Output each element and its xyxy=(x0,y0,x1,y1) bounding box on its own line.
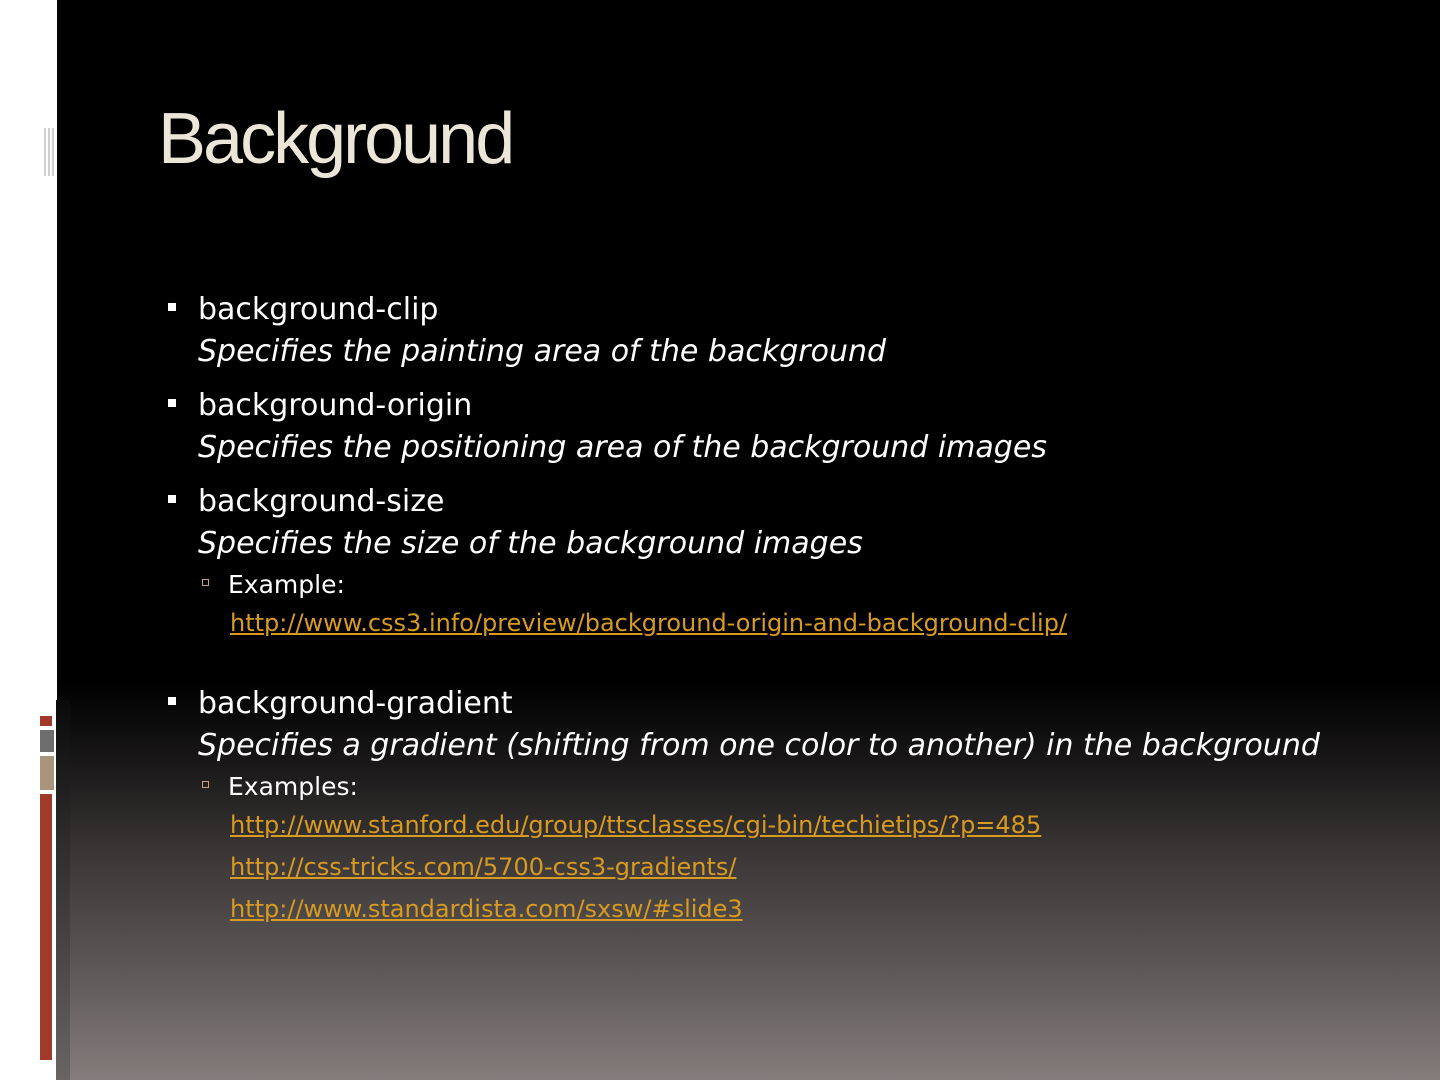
list-item-background-origin xyxy=(162,386,1402,470)
property-description: Specifies the positioning area of the background images xyxy=(198,430,1047,465)
examples-block xyxy=(162,770,1402,930)
example-link[interactable]: http://css-tricks.com/5700-css3-gradients/ xyxy=(230,853,737,881)
square-bullet-icon xyxy=(168,303,176,311)
hollow-square-bullet-icon xyxy=(202,579,209,586)
property-name: background-origin xyxy=(198,388,473,423)
property-name: background-gradient xyxy=(198,686,513,721)
property-description: Specifies the painting area of the background xyxy=(198,334,887,369)
property-description: Specifies a gradient (shifting from one color to another) in the background xyxy=(198,728,1320,763)
example-link[interactable]: http://www.standardista.com/sxsw/#slide3 xyxy=(230,895,743,923)
list-item-background-gradient xyxy=(162,684,1402,930)
property-name: background-size xyxy=(198,484,445,519)
property-description: Specifies the size of the background images xyxy=(198,526,863,561)
square-bullet-icon xyxy=(168,495,176,503)
example-link[interactable]: http://www.css3.info/preview/background-origin-and-background-clip/ xyxy=(230,609,1068,637)
bullet-list xyxy=(162,290,1402,942)
square-bullet-icon xyxy=(168,697,176,705)
examples-label: Examples: xyxy=(228,772,358,801)
example-block xyxy=(162,568,1402,644)
hollow-square-bullet-icon xyxy=(202,781,209,788)
slide-title: Background xyxy=(158,99,513,179)
example-label: Example: xyxy=(228,570,345,599)
list-item-background-clip xyxy=(162,290,1402,374)
example-link[interactable]: http://www.stanford.edu/group/ttsclasses/cgi-bin/techietips/?p=485 xyxy=(230,811,1042,839)
property-name: background-clip xyxy=(198,292,439,327)
square-bullet-icon xyxy=(168,399,176,407)
list-item-background-size xyxy=(162,482,1402,644)
